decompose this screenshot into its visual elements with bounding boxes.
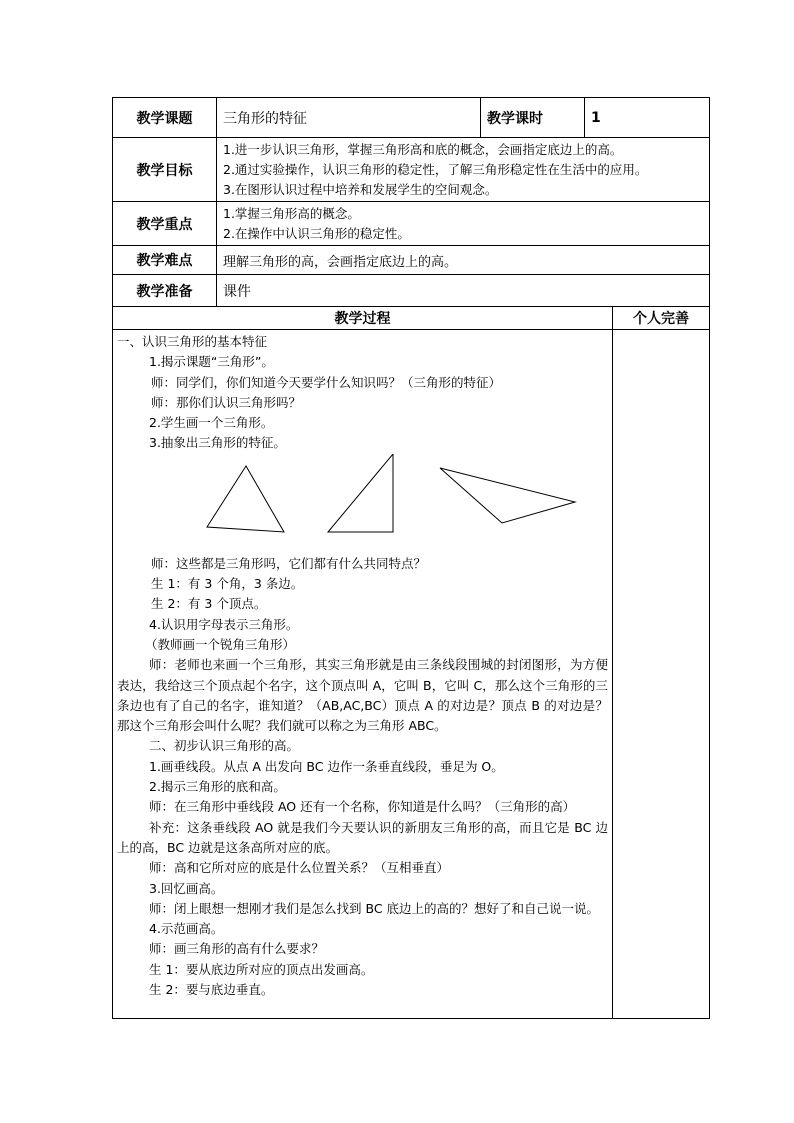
- topic-value: 三角形的特征: [217, 98, 481, 138]
- hours-value: 1: [585, 98, 710, 138]
- lesson-plan-page: [112, 97, 709, 1019]
- prep-label: 教学准备: [113, 275, 217, 307]
- process-body-row: [113, 330, 710, 1019]
- process-line: 2.揭示三角形的底和高。: [149, 779, 286, 795]
- process-paragraph: 师：老师也来画一个三角形，其实三角形就是由三条线段围城的封闭图形，为方便表达，我给这三个顶点起个名字，这个顶点叫 A，它叫 B，它叫 C，那么这个三角形的三条边也有了自己的名字，谁知道？（AB,AC,BC）顶点 A 的对边是？顶点 B 的对边是？那这个三角形会叫什么呢？我们就可以称之为三角形 ABC。: [117, 657, 608, 734]
- goals-list: [217, 138, 710, 202]
- process-content: [113, 330, 613, 1019]
- triangle-right: [328, 454, 393, 532]
- goal-item: 3.在图形认识过程中培养和发展学生的空间观念。: [223, 182, 498, 197]
- lesson-plan-table: [112, 97, 710, 1019]
- process-line: 生 2：有 3 个顶点。: [151, 596, 267, 612]
- goals-label: 教学目标: [113, 138, 217, 202]
- key-points-row: [113, 202, 710, 246]
- triangle-acute: [207, 466, 284, 532]
- process-line: 师：同学们，你们知道今天要学什么知识吗？（三角形的特征）: [151, 374, 502, 390]
- process-line: 3.抽象出三角形的特征。: [149, 435, 286, 451]
- process-line: 3.回忆画高。: [149, 880, 224, 896]
- difficulty-label: 教学难点: [113, 246, 217, 275]
- key-point-item: 1.掌握三角形高的概念。: [223, 206, 360, 221]
- process-line: 师：高和它所对应的底是什么位置关系？（互相垂直）: [149, 860, 450, 876]
- process-header-row: [113, 307, 710, 330]
- topic-row: [113, 98, 710, 138]
- process-line: 一、认识三角形的基本特征: [117, 334, 268, 349]
- process-line: 师：画三角形的高有什么要求？: [149, 941, 325, 957]
- process-line: 1.揭示课题“三角形”。: [149, 354, 274, 370]
- process-line: 生 1：要从底边所对应的顶点出发画高。: [149, 961, 374, 977]
- process-line: 4.示范画高。: [149, 921, 224, 937]
- prep-value: 课件: [217, 275, 710, 307]
- process-line: 师：这些都是三角形吗，它们都有什么共同特点？: [151, 555, 427, 571]
- key-point-item: 2.在操作中认识三角形的稳定性。: [223, 226, 410, 241]
- process-line: 2.学生画一个三角形。: [149, 415, 274, 431]
- process-line: 生 2：要与底边垂直。: [149, 982, 274, 998]
- triangles-figure: [117, 454, 608, 554]
- hours-label: 教学课时: [481, 98, 585, 138]
- topic-label: 教学课题: [113, 98, 217, 138]
- process-line: 1.画垂线段。从点 A 出发向 BC 边作一条垂直线段，垂足为 O。: [149, 758, 504, 774]
- process-line: 4.认识用字母表示三角形。: [149, 616, 299, 632]
- goals-row: [113, 138, 710, 202]
- prep-row: [113, 275, 710, 307]
- process-paragraph: 补充：这条垂线段 AO 就是我们今天要认识的新朋友三角形的高，而且它是 BC 边上的高，BC 边就是这条高所对应的底。: [117, 819, 608, 855]
- process-header: 教学过程: [113, 307, 613, 330]
- difficulty-value: 理解三角形的高，会画指定底边上的高。: [217, 246, 710, 275]
- key-points-label: 教学重点: [113, 202, 217, 246]
- difficulty-row: [113, 246, 710, 275]
- process-line: 师：那你们认识三角形吗？: [151, 394, 302, 410]
- key-points-list: [217, 202, 710, 246]
- side-notes-cell: [613, 330, 710, 1019]
- goal-item: 2.通过实验操作，认识三角形的稳定性，了解三角形稳定性在生活中的应用。: [223, 162, 648, 177]
- process-paragraph: 师：闭上眼想一想刚才我们是怎么找到 BC 底边上的高的？想好了和自己说一说。: [149, 900, 600, 916]
- process-line: 二、初步认识三角形的高。: [149, 738, 300, 754]
- triangle-obtuse: [440, 468, 575, 523]
- process-line: 生 1：有 3 个角，3 条边。: [151, 576, 304, 592]
- process-line: 师：在三角形中垂线段 AO 还有一个名称，你知道是什么吗？（三角形的高）: [149, 799, 576, 815]
- process-line: （教师画一个锐角三角形）: [145, 636, 296, 652]
- side-header: 个人完善: [613, 307, 710, 330]
- goal-item: 1.进一步认识三角形，掌握三角形高和底的概念，会画指定底边上的高。: [223, 142, 623, 157]
